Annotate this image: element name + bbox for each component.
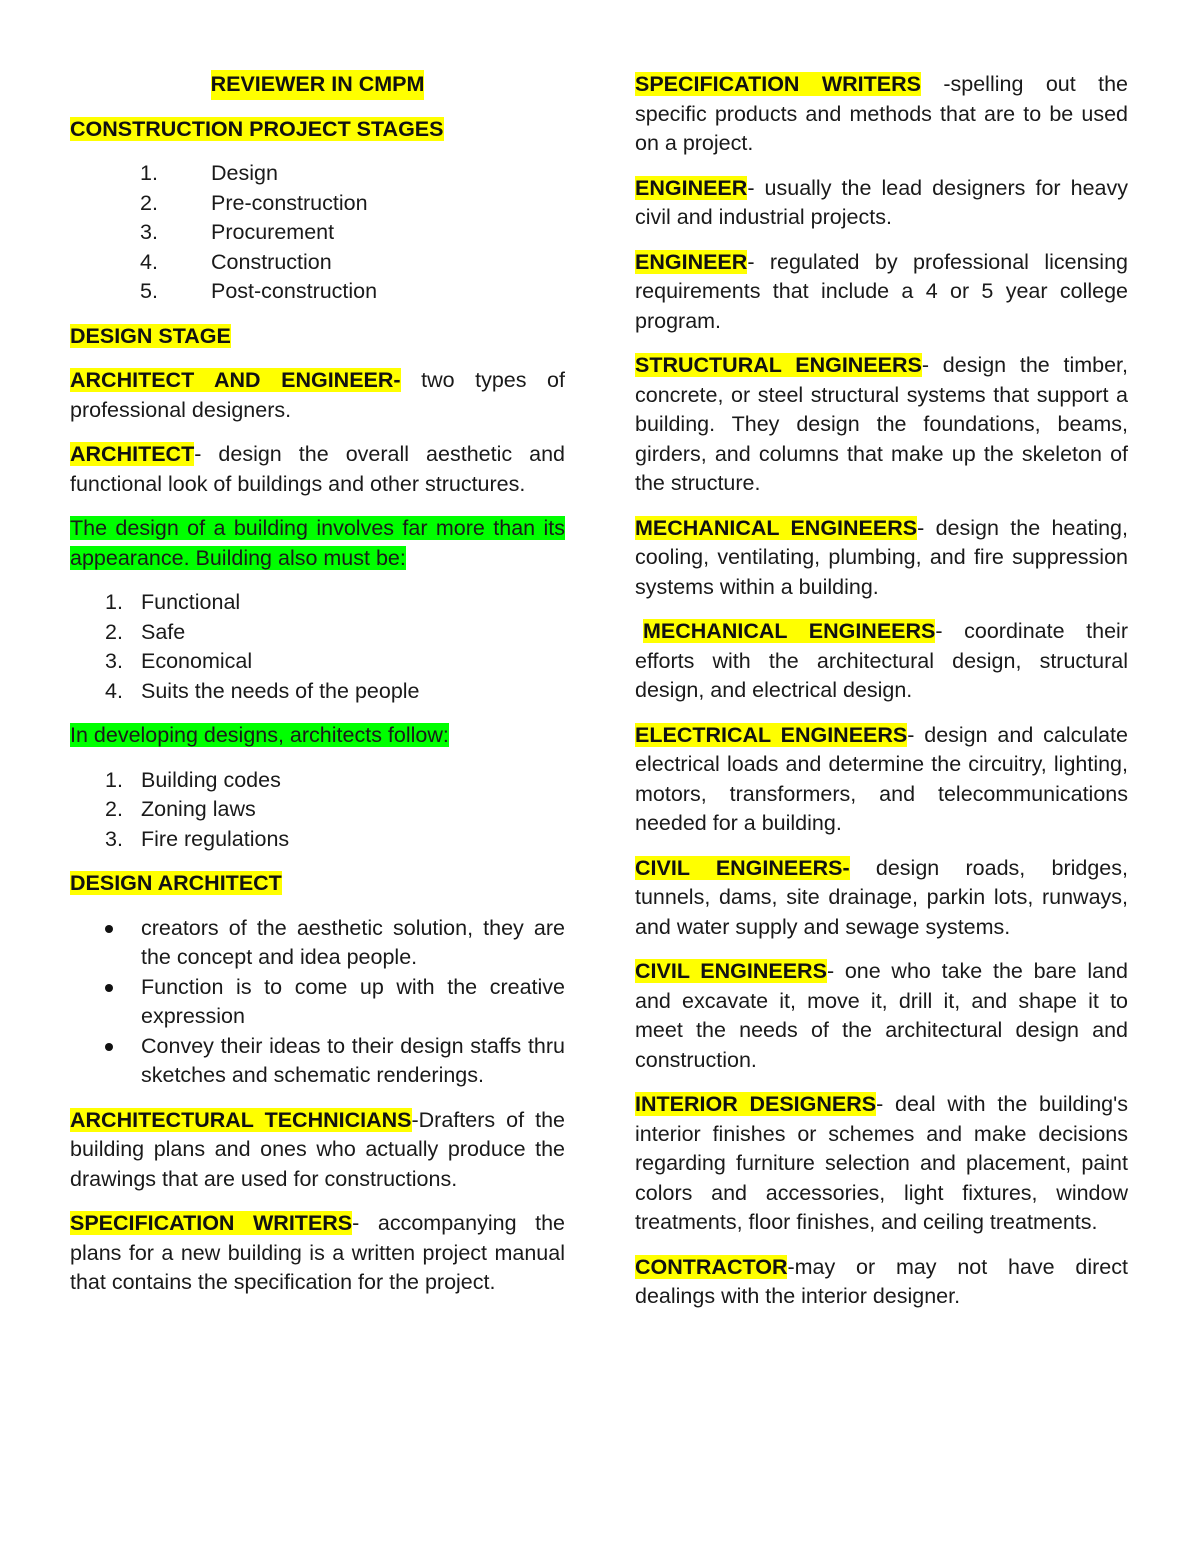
design-architect-bullets	[70, 914, 565, 1091]
design-stage-heading: DESIGN STAGE	[70, 323, 231, 348]
list-item: 4. Construction	[140, 249, 332, 274]
list-item: 1. Building codes	[105, 767, 281, 792]
definition-architect-and-engineer: ARCHITECT AND ENGINEER- two types of professional designers.	[70, 368, 565, 422]
definition-civil-engineers-1: CIVIL ENGINEERS- design roads, bridges, tunnels, dams, site drainage, parkin lots, runways, and water supply and sewage systems.	[635, 855, 1128, 939]
definition-engineer-1: ENGINEER- usually the lead designers for heavy civil and industrial projects.	[635, 175, 1128, 229]
green-note-architects-follow: In developing designs, architects follow:	[70, 723, 449, 747]
list-item: Convey their ideas to their design staffs thru sketches and schematic renderings.	[70, 1032, 565, 1091]
list-item: 1. Design	[140, 161, 278, 185]
left-column	[70, 70, 565, 1313]
green-note-building-must-be: The design of a building involves far more than its appearance. Building also must be:	[70, 516, 565, 570]
definition-engineer-2: ENGINEER- regulated by professional licensing requirements that include a 4 or 5 year college program.	[635, 249, 1128, 333]
bullet-icon	[105, 1043, 113, 1051]
definition-specification-writers: SPECIFICATION WRITERS- accompanying the plans for a new building is a written project manual that contains the specification for the project.	[70, 1211, 565, 1294]
definition-specification-writers-2: SPECIFICATION WRITERS -spelling out the specific products and methods that are to be used on a project.	[635, 72, 1128, 155]
definition-mechanical-engineers-1: MECHANICAL ENGINEERS- design the heating, cooling, ventilating, plumbing, and fire suppression systems within a building.	[635, 515, 1128, 599]
list-item: 3. Fire regulations	[105, 826, 290, 851]
stages-heading: CONSTRUCTION PROJECT STAGES	[70, 116, 444, 141]
bullet-icon	[105, 984, 113, 992]
document-title	[70, 70, 565, 100]
must-be-list	[70, 588, 565, 706]
list-item: 5. Post-construction	[140, 279, 378, 303]
design-architect-heading: DESIGN ARCHITECT	[70, 871, 282, 895]
definition-mechanical-engineers-2: MECHANICAL ENGINEERS- coordinate their efforts with the architectural design, structural design, and electrical design.	[635, 619, 1128, 702]
list-item: 3. Economical	[105, 649, 253, 673]
right-column	[635, 70, 1128, 1327]
list-item: 2. Safe	[105, 619, 186, 644]
list-item: 3. Procurement	[140, 220, 335, 244]
follow-list	[70, 766, 565, 855]
definition-structural-engineers: STRUCTURAL ENGINEERS- design the timber, concrete, or steel structural systems that support a building. They design the foundations, beams, girders, and columns that make up the skeleton of the structure.	[635, 353, 1128, 495]
list-item: 2. Zoning laws	[105, 797, 256, 821]
stages-list	[70, 159, 565, 307]
bullet-icon	[105, 925, 113, 933]
definition-interior-designers: INTERIOR DESIGNERS- deal with the building's interior finishes or schemes and make decisions regarding furniture selection and placement, paint colors and accessories, light fixtures, window treatments, floor finishes, and ceiling treatments.	[635, 1092, 1128, 1234]
list-item: 4. Suits the needs of the people	[105, 678, 420, 703]
list-item: Function is to come up with the creative expression	[70, 973, 565, 1032]
definition-electrical-engineers: ELECTRICAL ENGINEERS- design and calculate electrical loads and determine the circuitry, lighting, motors, transformers, and telecommunications needed for a building.	[635, 722, 1128, 835]
list-item: creators of the aesthetic solution, they are the concept and idea people.	[70, 914, 565, 973]
list-item: 1. Functional	[105, 590, 241, 614]
document-title-text: REVIEWER IN CMPM	[211, 70, 425, 100]
definition-civil-engineers-2: CIVIL ENGINEERS- one who take the bare land and excavate it, move it, drill it, and shape it to meet the needs of the architectural design and construction.	[635, 959, 1128, 1072]
list-item: 2. Pre-construction	[140, 190, 368, 215]
definition-contractor: CONTRACTOR-may or may not have direct dealings with the interior designer.	[635, 1254, 1128, 1308]
definition-architect: ARCHITECT- design the overall aesthetic and functional look of buildings and other structures.	[70, 442, 565, 496]
definition-architectural-technicians: ARCHITECTURAL TECHNICIANS-Drafters of the building plans and ones who actually produce the drawings that are used for constructions.	[70, 1107, 565, 1191]
